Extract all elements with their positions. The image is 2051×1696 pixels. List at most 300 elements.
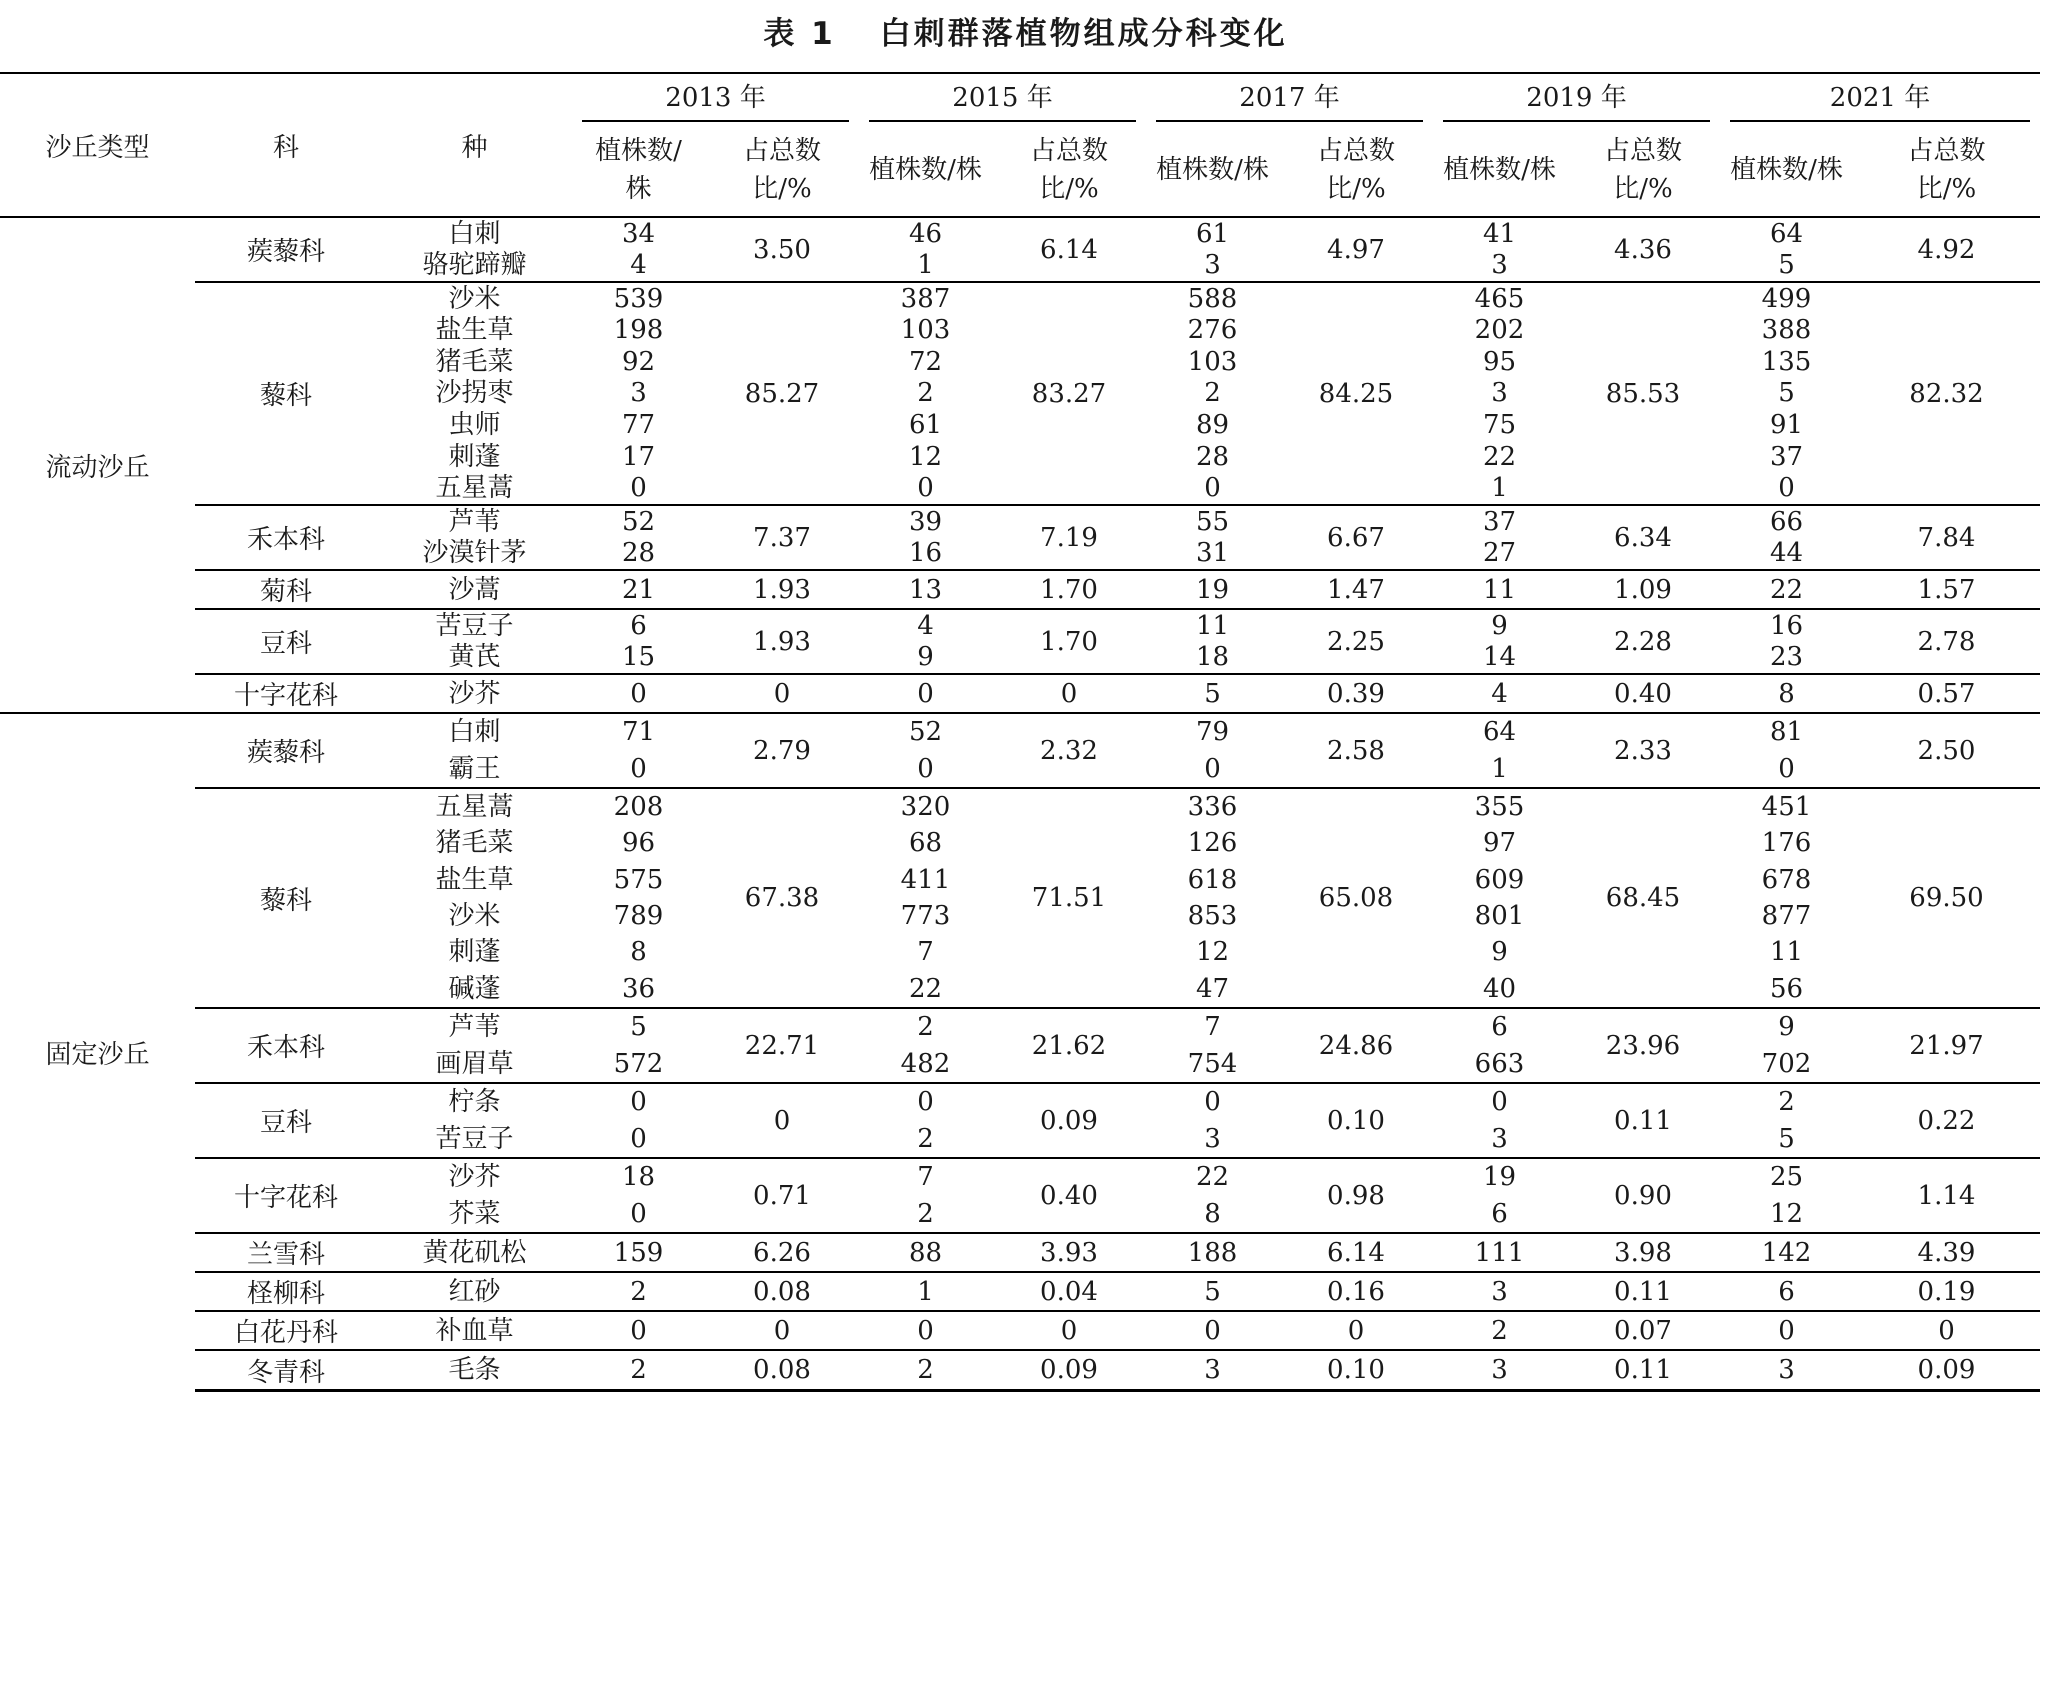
species-cell: [377, 788, 572, 1008]
pct-cell: 22.71: [705, 1008, 859, 1083]
plant-count: 208: [613, 792, 664, 823]
pct-cell: 21.97: [1853, 1008, 2040, 1083]
plant-count: 7: [917, 1162, 934, 1193]
plant-count: 5: [1204, 1276, 1221, 1307]
count-cell: [572, 713, 705, 788]
species-cell: [377, 674, 572, 713]
species-name: 沙蒿: [448, 574, 501, 605]
pct-cell: 0.19: [1853, 1272, 2040, 1311]
header-species: 种: [461, 132, 488, 163]
pct-cell: 2.25: [1279, 609, 1433, 674]
plant-count: 9: [1778, 1012, 1795, 1043]
count-cell: [1433, 505, 1566, 570]
header-count: 植株数/株: [1146, 124, 1279, 217]
pct-cell: 71.51: [992, 788, 1146, 1008]
plant-count: 16: [908, 538, 943, 569]
species-name: 盐生草: [435, 864, 514, 895]
plant-count: 198: [613, 315, 664, 346]
count-cell: [1146, 1311, 1279, 1350]
pct-cell: 4.97: [1279, 217, 1433, 282]
plant-count: 40: [1482, 973, 1517, 1004]
species-name: 芥菜: [448, 1198, 501, 1229]
plant-count: 52: [908, 717, 943, 748]
plant-count: 0: [630, 473, 647, 504]
species-name: 五星蒿: [435, 792, 514, 823]
family-name: 兰雪科: [195, 1233, 377, 1272]
species-name: 猪毛菜: [435, 346, 514, 377]
plant-count: 5: [1778, 250, 1795, 281]
plant-count: 9: [917, 642, 934, 673]
pct-cell: 0: [1279, 1311, 1433, 1350]
plant-count: 4: [917, 610, 934, 641]
pct-cell: 0.10: [1279, 1350, 1433, 1391]
pct-cell: 6.14: [992, 217, 1146, 282]
count-cell: [1720, 1272, 1853, 1311]
count-cell: [1433, 217, 1566, 282]
plant-count: 13: [908, 574, 943, 605]
plant-count: 663: [1474, 1048, 1525, 1079]
plant-count: 64: [1769, 218, 1804, 249]
pct-cell: 1.70: [992, 609, 1146, 674]
count-cell: [1433, 282, 1566, 505]
table-row: [0, 1272, 2040, 1311]
plant-count: 451: [1761, 792, 1812, 823]
plant-count: 5: [1778, 378, 1795, 409]
pct-cell: 0.07: [1566, 1311, 1720, 1350]
count-cell: [1720, 570, 1853, 609]
pct-cell: 0.09: [992, 1350, 1146, 1391]
pct-cell: 4.39: [1853, 1233, 2040, 1272]
plant-count: 3: [1491, 1355, 1508, 1385]
species-cell: [377, 1083, 572, 1158]
pct-cell: 0.90: [1566, 1158, 1720, 1233]
plant-count: 97: [1482, 828, 1517, 859]
plant-count: 0: [1778, 1315, 1795, 1346]
count-cell: [1720, 1233, 1853, 1272]
count-cell: [1433, 570, 1566, 609]
plant-count: 47: [1195, 973, 1230, 1004]
plant-count: 135: [1761, 346, 1812, 377]
pct-cell: 85.53: [1566, 282, 1720, 505]
pct-cell: 0.40: [992, 1158, 1146, 1233]
count-cell: [859, 609, 992, 674]
count-cell: [572, 1272, 705, 1311]
plant-count: 539: [613, 283, 664, 314]
plant-count: 789: [613, 901, 664, 932]
plant-count: 8: [630, 937, 647, 968]
pct-cell: 0.40: [1566, 674, 1720, 713]
plant-count: 7: [917, 937, 934, 968]
count-cell: [1433, 788, 1566, 1008]
plant-count: 8: [1204, 1198, 1221, 1229]
count-cell: [859, 1272, 992, 1311]
count-cell: [572, 1311, 705, 1350]
plant-count: 64: [1482, 717, 1517, 748]
pct-cell: 0.08: [705, 1350, 859, 1391]
plant-count: 702: [1761, 1048, 1812, 1079]
species-cell: [377, 1008, 572, 1083]
species-cell: [377, 609, 572, 674]
plant-count: 0: [1204, 1315, 1221, 1346]
plant-count: 89: [1195, 410, 1230, 441]
plant-count: 575: [613, 864, 664, 895]
plant-count: 6: [1778, 1276, 1795, 1307]
count-cell: [1720, 217, 1853, 282]
plant-count: 34: [621, 218, 656, 249]
count-cell: [1433, 713, 1566, 788]
pct-cell: 2.58: [1279, 713, 1433, 788]
pct-cell: 2.33: [1566, 713, 1720, 788]
header-pct: 占总数比/%: [992, 124, 1146, 217]
plant-count: 61: [908, 410, 943, 441]
plant-count: 2: [1491, 1315, 1508, 1346]
plant-count: 91: [1769, 410, 1804, 441]
pct-cell: 67.38: [705, 788, 859, 1008]
table-row: [0, 282, 2040, 505]
plant-count: 19: [1195, 574, 1230, 605]
pct-cell: 0.16: [1279, 1272, 1433, 1311]
plant-count: 773: [900, 901, 951, 932]
table-row: [0, 713, 2040, 788]
pct-cell: 0: [705, 1083, 859, 1158]
pct-cell: 6.67: [1279, 505, 1433, 570]
plant-count: 0: [1778, 473, 1795, 504]
count-cell: [1146, 570, 1279, 609]
plant-count: 77: [621, 410, 656, 441]
plant-count: 36: [621, 973, 656, 1004]
count-cell: [1720, 713, 1853, 788]
plant-count: 1: [917, 1276, 934, 1307]
family-name: 豆科: [195, 609, 377, 674]
family-name: 蒺藜科: [195, 713, 377, 788]
family-name: 十字花科: [195, 1158, 377, 1233]
pct-cell: 0.11: [1566, 1272, 1720, 1311]
pct-cell: 2.50: [1853, 713, 2040, 788]
plant-count: 678: [1761, 864, 1812, 895]
table-number: 表 1: [763, 16, 836, 52]
species-name: 猪毛菜: [435, 828, 514, 859]
count-cell: [1720, 1350, 1853, 1391]
plant-count: 18: [1195, 642, 1230, 673]
pct-cell: 0: [1853, 1311, 2040, 1350]
plant-count: 2: [917, 1123, 934, 1154]
header-count: 植株数/株: [1433, 124, 1566, 217]
plant-count: 11: [1482, 574, 1517, 605]
header-pct: 占总数比/%: [1279, 124, 1433, 217]
pct-cell: 23.96: [1566, 1008, 1720, 1083]
table-row: [0, 505, 2040, 570]
species-name: 白刺: [448, 218, 501, 249]
table-row: [0, 1311, 2040, 1350]
count-cell: [1146, 1158, 1279, 1233]
pct-cell: 3.98: [1566, 1233, 1720, 1272]
pct-cell: 7.19: [992, 505, 1146, 570]
species-cell: [377, 1350, 572, 1391]
plant-count: 5: [1204, 678, 1221, 709]
plant-count: 0: [630, 1198, 647, 1229]
pct-cell: 0.57: [1853, 674, 2040, 713]
pct-cell: 6.26: [705, 1233, 859, 1272]
count-cell: [1146, 609, 1279, 674]
plant-count: 1: [1491, 753, 1508, 784]
plant-count: 6: [1491, 1198, 1508, 1229]
count-cell: [1146, 1350, 1279, 1391]
plant-count: 142: [1761, 1237, 1812, 1268]
plant-count: 17: [621, 441, 656, 472]
count-cell: [1720, 1083, 1853, 1158]
plant-count: 276: [1187, 315, 1238, 346]
count-cell: [572, 788, 705, 1008]
pct-cell: 7.37: [705, 505, 859, 570]
plant-count: 0: [630, 1123, 647, 1154]
count-cell: [1433, 1311, 1566, 1350]
table-caption: 白刺群落植物组成分科变化: [879, 16, 1288, 52]
pct-cell: 3.93: [992, 1233, 1146, 1272]
species-name: 沙米: [448, 901, 501, 932]
pct-cell: 85.27: [705, 282, 859, 505]
species-cell: [377, 713, 572, 788]
count-cell: [859, 1350, 992, 1391]
species-name: 芦苇: [448, 1012, 501, 1043]
plant-count: 411: [900, 864, 951, 895]
plant-count: 92: [621, 346, 656, 377]
count-cell: [1433, 1350, 1566, 1391]
plant-count: 8: [1778, 678, 1795, 709]
species-name: 沙拐枣: [435, 378, 514, 409]
plant-count: 336: [1187, 792, 1238, 823]
plant-count: 2: [1204, 378, 1221, 409]
count-cell: [1720, 282, 1853, 505]
plant-count: 9: [1491, 610, 1508, 641]
count-cell: [859, 788, 992, 1008]
species-name: 苦豆子: [435, 610, 514, 641]
pct-cell: 68.45: [1566, 788, 1720, 1008]
table-row: [0, 570, 2040, 609]
dune-type-cell: 流动沙丘: [0, 217, 195, 713]
plant-count: 12: [1769, 1198, 1804, 1229]
pct-cell: 1.93: [705, 609, 859, 674]
plant-count: 3: [1204, 1123, 1221, 1154]
count-cell: [572, 674, 705, 713]
pct-cell: 0.08: [705, 1272, 859, 1311]
header-pct: 占总数比/%: [1853, 124, 2040, 217]
count-cell: [1146, 217, 1279, 282]
plant-count: 103: [900, 315, 951, 346]
pct-cell: 0.10: [1279, 1083, 1433, 1158]
plant-count: 19: [1482, 1162, 1517, 1193]
pct-cell: 82.32: [1853, 282, 2040, 505]
count-cell: [859, 1008, 992, 1083]
plant-count: 5: [630, 1012, 647, 1043]
table-row: [0, 1233, 2040, 1272]
header-year: 2015 年: [859, 73, 1146, 124]
count-cell: [859, 1158, 992, 1233]
count-cell: [572, 282, 705, 505]
table-row: [0, 609, 2040, 674]
species-name: 黄花矶松: [422, 1237, 527, 1268]
species-name: 白刺: [448, 717, 501, 748]
pct-cell: 21.62: [992, 1008, 1146, 1083]
plant-count: 2: [917, 1355, 934, 1385]
species-name: 补血草: [435, 1315, 514, 1346]
pct-cell: 0.04: [992, 1272, 1146, 1311]
plant-count: 3: [1491, 1123, 1508, 1154]
plant-count: 1: [1491, 473, 1508, 504]
pct-cell: 69.50: [1853, 788, 2040, 1008]
pct-cell: 4.36: [1566, 217, 1720, 282]
plant-count: 27: [1482, 538, 1517, 569]
pct-cell: 2.79: [705, 713, 859, 788]
plant-count: 0: [917, 473, 934, 504]
plant-count: 11: [1195, 610, 1230, 641]
plant-count: 3: [1491, 250, 1508, 281]
plant-count: 0: [1204, 753, 1221, 784]
pct-cell: 1.14: [1853, 1158, 2040, 1233]
plant-count: 3: [1778, 1355, 1795, 1385]
family-name: 藜科: [195, 282, 377, 505]
count-cell: [1146, 788, 1279, 1008]
plant-count: 11: [1769, 937, 1804, 968]
count-cell: [1146, 1272, 1279, 1311]
species-name: 霸王: [448, 753, 501, 784]
plant-count: 126: [1187, 828, 1238, 859]
table-row: [0, 1083, 2040, 1158]
family-name: 柽柳科: [195, 1272, 377, 1311]
family-name: 十字花科: [195, 674, 377, 713]
header-dune-type: 沙丘类型: [45, 132, 150, 163]
plant-count: 465: [1474, 283, 1525, 314]
count-cell: [572, 217, 705, 282]
count-cell: [572, 1008, 705, 1083]
header-count: 植株数/株: [859, 124, 992, 217]
pct-cell: 0.98: [1279, 1158, 1433, 1233]
plant-count: 39: [908, 506, 943, 537]
header-row-years: [0, 73, 2040, 124]
pct-cell: 0: [992, 674, 1146, 713]
count-cell: [1146, 713, 1279, 788]
plant-count: 28: [621, 538, 656, 569]
family-name: 菊科: [195, 570, 377, 609]
plant-count: 12: [908, 441, 943, 472]
count-cell: [572, 1158, 705, 1233]
plant-count: 15: [621, 642, 656, 673]
plant-count: 2: [630, 1355, 647, 1385]
plant-count: 88: [908, 1237, 943, 1268]
species-name: 沙芥: [448, 678, 501, 709]
count-cell: [1433, 1083, 1566, 1158]
family-name: 白花丹科: [195, 1311, 377, 1350]
pct-cell: 0: [705, 674, 859, 713]
plant-count: 71: [621, 717, 656, 748]
count-cell: [1433, 674, 1566, 713]
plant-count: 28: [1195, 441, 1230, 472]
species-name: 刺蓬: [448, 441, 501, 472]
plant-count: 3: [1204, 250, 1221, 281]
plant-count: 3: [1491, 378, 1508, 409]
plant-count: 81: [1769, 717, 1804, 748]
plant-count: 22: [1482, 441, 1517, 472]
plant-count: 853: [1187, 901, 1238, 932]
species-name: 红砂: [448, 1276, 501, 1307]
count-cell: [859, 1233, 992, 1272]
plant-count: 46: [908, 218, 943, 249]
pct-cell: 2.32: [992, 713, 1146, 788]
count-cell: [1146, 674, 1279, 713]
plant-count: 23: [1769, 642, 1804, 673]
species-cell: [377, 1233, 572, 1272]
header-pct: 占总数比/%: [705, 124, 859, 217]
pct-cell: 6.34: [1566, 505, 1720, 570]
plant-count: 9: [1491, 937, 1508, 968]
pct-cell: 0: [705, 1311, 859, 1350]
plant-count: 2: [1778, 1087, 1795, 1118]
species-name: 沙米: [448, 283, 501, 314]
plant-count: 3: [1491, 1276, 1508, 1307]
count-cell: [859, 713, 992, 788]
pct-cell: 2.28: [1566, 609, 1720, 674]
plant-count: 0: [917, 1315, 934, 1346]
pct-cell: 1.09: [1566, 570, 1720, 609]
pct-cell: 0.11: [1566, 1083, 1720, 1158]
plant-count: 31: [1195, 538, 1230, 569]
count-cell: [859, 217, 992, 282]
header-count: 植株数/株: [1720, 124, 1853, 217]
family-name: 藜科: [195, 788, 377, 1008]
count-cell: [1433, 1008, 1566, 1083]
plant-composition-table: [0, 72, 2040, 1392]
plant-count: 41: [1482, 218, 1517, 249]
plant-count: 588: [1187, 283, 1238, 314]
plant-count: 22: [1769, 574, 1804, 605]
count-cell: [1433, 609, 1566, 674]
species-cell: [377, 217, 572, 282]
species-name: 刺蓬: [448, 937, 501, 968]
plant-count: 877: [1761, 901, 1812, 932]
family-name: 禾本科: [195, 505, 377, 570]
plant-count: 482: [900, 1048, 951, 1079]
plant-count: 68: [908, 828, 943, 859]
plant-count: 2: [630, 1276, 647, 1307]
pct-cell: 0.39: [1279, 674, 1433, 713]
species-name: 骆驼蹄瓣: [422, 250, 527, 281]
species-name: 虫师: [448, 410, 501, 441]
species-name: 柠条: [448, 1087, 501, 1118]
plant-count: 52: [621, 506, 656, 537]
count-cell: [859, 505, 992, 570]
count-cell: [859, 282, 992, 505]
plant-count: 22: [1195, 1162, 1230, 1193]
family-name: 蒺藜科: [195, 217, 377, 282]
count-cell: [1433, 1158, 1566, 1233]
plant-count: 103: [1187, 346, 1238, 377]
plant-count: 0: [630, 753, 647, 784]
count-cell: [1720, 609, 1853, 674]
plant-count: 96: [621, 828, 656, 859]
species-name: 五星蒿: [435, 473, 514, 504]
count-cell: [1720, 788, 1853, 1008]
count-cell: [572, 609, 705, 674]
count-cell: [859, 1083, 992, 1158]
table-row: [0, 217, 2040, 282]
plant-count: 0: [1778, 753, 1795, 784]
table-row: [0, 1008, 2040, 1083]
pct-cell: 0.71: [705, 1158, 859, 1233]
table-title: [0, 8, 2051, 53]
species-name: 苦豆子: [435, 1123, 514, 1154]
pct-cell: 2.78: [1853, 609, 2040, 674]
plant-count: 388: [1761, 315, 1812, 346]
species-cell: [377, 1311, 572, 1350]
